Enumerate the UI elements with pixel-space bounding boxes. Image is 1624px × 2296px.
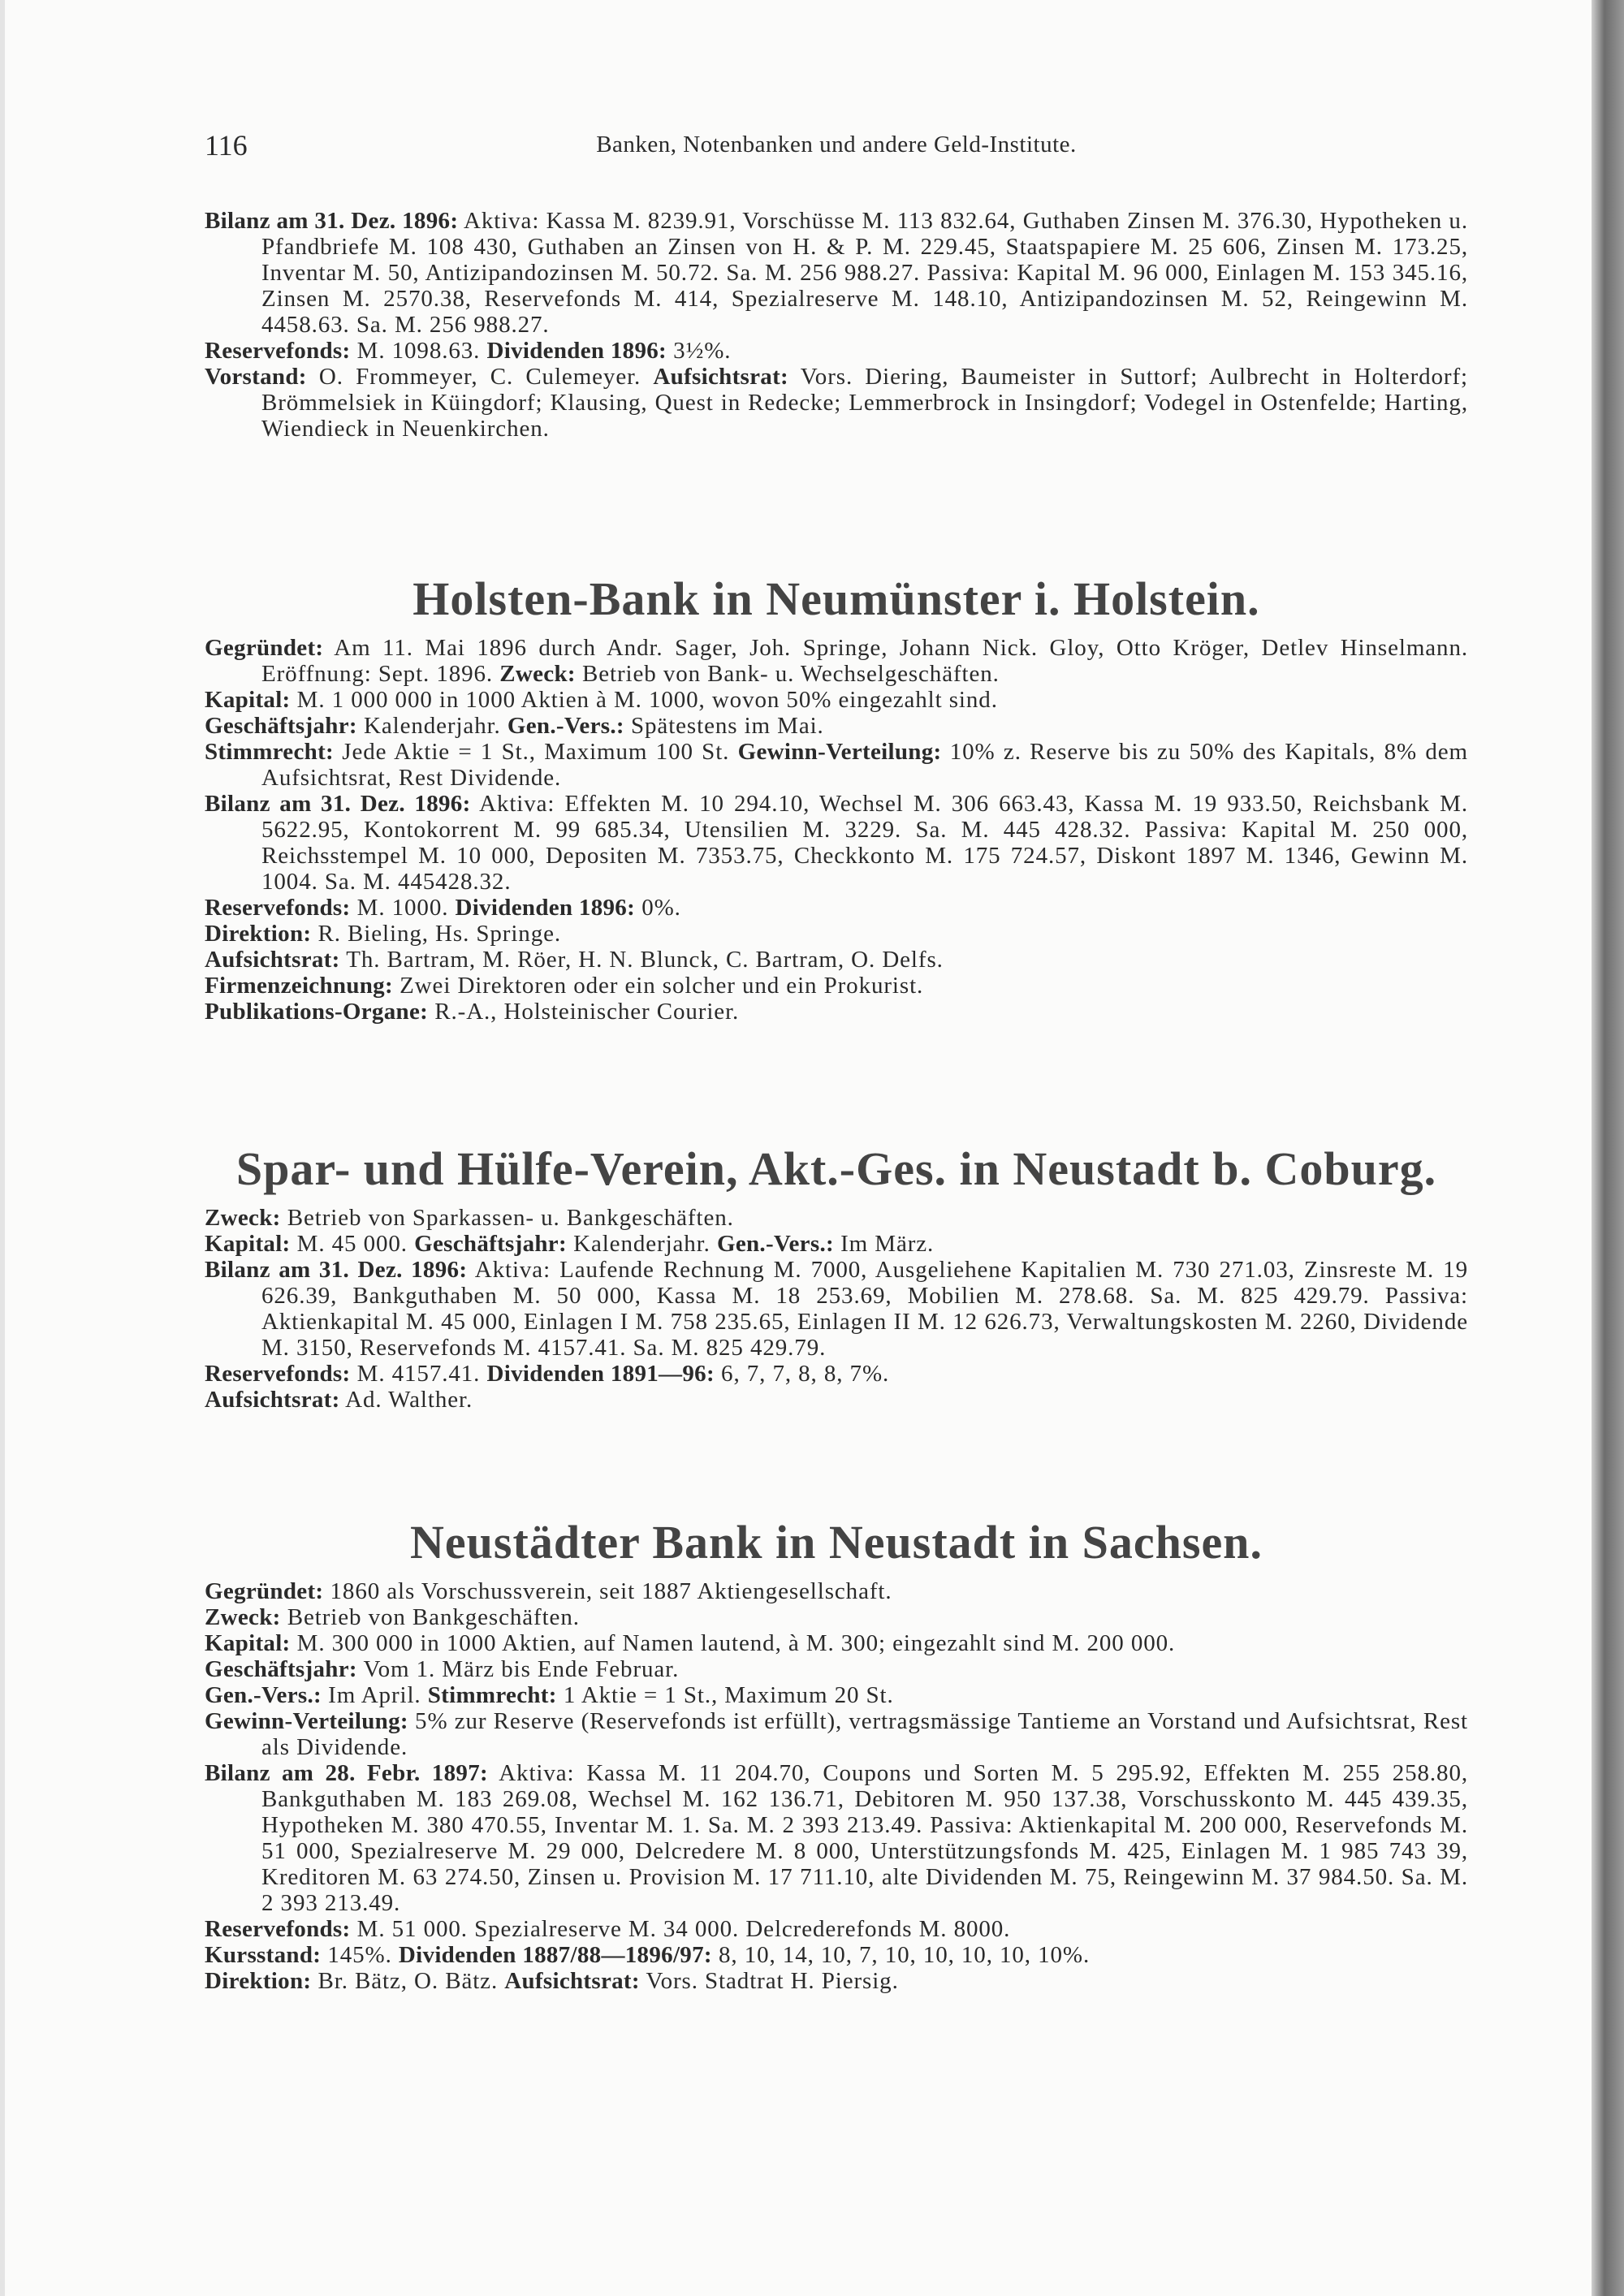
- entry-text: Vom 1. März bis Ende Februar.: [356, 1656, 680, 1682]
- entry-paragraph: [205, 635, 1468, 687]
- entry-text: 10% z. Reserve bis zu 50% des Kapitals, 8% dem Aufsichtsrat, Rest Dividende.: [261, 739, 1468, 791]
- entry-label: Direktion:: [205, 921, 312, 947]
- entry-text: Am 11. Mai 1896 durch Andr. Sager, Joh. Springe, Johann Nick. Gloy, Otto Kröger, Detlev Hinselmann. Eröffnung: Sept. 1896.: [261, 635, 1468, 687]
- entry-text: M. 1098.63.: [350, 338, 487, 364]
- entry-paragraph: [205, 364, 1468, 442]
- entry-label: Zweck:: [205, 1205, 281, 1231]
- entry-label: Dividenden 1891—96:: [486, 1361, 715, 1387]
- entry-text: 6, 7, 7, 8, 8, 7%.: [714, 1361, 890, 1387]
- entry-text: Vors. Stadtrat H. Piersig.: [639, 1968, 899, 1994]
- entry-paragraph: [205, 947, 1468, 973]
- entry-label: Bilanz am 31. Dez. 1896:: [205, 1257, 468, 1283]
- entry-paragraph: [205, 895, 1468, 921]
- entry-label: Reservefonds:: [205, 895, 351, 921]
- entry-text: R. Bieling, Hs. Springe.: [311, 921, 562, 947]
- entry-text: Kalenderjahr.: [356, 713, 508, 739]
- entry-paragraph: [205, 208, 1468, 338]
- entry-label: Stimmrecht:: [205, 739, 334, 765]
- entry-paragraph: [205, 1682, 1468, 1708]
- entry-paragraph: [205, 1578, 1468, 1604]
- entry-text: 5% zur Reserve (Reservefonds ist erfüllt), vertragsmässige Tantieme an Vorstand und Aufsichtsrat, Rest als Dividende.: [261, 1708, 1468, 1760]
- entry-text: 0%.: [635, 895, 681, 921]
- entry-label: Gewinn-Verteilung:: [205, 1708, 408, 1734]
- entry-text: Vors. Diering, Baumeister in Suttorf; Aulbrecht in Holterdorf; Brömmelsiek in Küingdorf; Klausing, Quest in Redecke; Lemmerbrock in Insingdorf; Vodegel in Ostenfelde; Harting, Wiendieck in Neuenkirchen.: [261, 364, 1468, 442]
- entry-label: Gen.-Vers.:: [205, 1682, 322, 1708]
- entry-paragraph: [205, 338, 1468, 364]
- scan-binding-shadow: [1592, 0, 1624, 2296]
- entry-text: Br. Bätz, O. Bätz.: [311, 1968, 505, 1994]
- entry-label: Kapital:: [205, 687, 291, 713]
- entry-label: Stimmrecht:: [427, 1682, 557, 1708]
- entry-text: M. 51 000. Spezialreserve M. 34 000. Delcrederefonds M. 8000.: [350, 1916, 1011, 1942]
- entry-paragraph: [205, 1968, 1468, 1994]
- entry-text: O. Frommeyer, C. Culemeyer.: [306, 364, 654, 390]
- entry-text: Aktiva: Laufende Rechnung M. 7000, Ausgeliehene Kapitalien M. 730 271.03, Zinsreste M. 19 626.39, Bankguthaben M. 50 000, Kassa M. 18 253.69, Mobilien M. 278.68. Sa. M. 825 429.79. Passiva: Aktienkapital M. 45 000, Einlagen I M. 758 235.65, Einlagen II M. 12 626.73, Verwaltungskosten M. 2260, Dividende M. 3150, Reservefonds M. 4157.41. Sa. M. 825 429.79.: [261, 1257, 1468, 1361]
- entry-text: Aktiva: Effekten M. 10 294.10, Wechsel M. 306 663.43, Kassa M. 19 933.50, Reichsbank M. 5622.95, Kontokorrent M. 99 685.34, Utensilien M. 3229. Sa. M. 445 428.32. Passiva: Kapital M. 250 000, Reichsstempel M. 10 000, Depositen M. 7353.75, Checkkonto M. 175 724.57, Diskont 1897 M. 1346, Gewinn M. 1004. Sa. M. 445428.32.: [261, 791, 1468, 895]
- entry-paragraph: [205, 1604, 1468, 1630]
- entry-label: Kursstand:: [205, 1942, 322, 1968]
- entry-label: Direktion:: [205, 1968, 312, 1994]
- entry-text: R.-A., Holsteinischer Courier.: [428, 999, 740, 1025]
- entry-text: Jede Aktie = 1 St., Maximum 100 St.: [334, 739, 738, 765]
- entry-text: Betrieb von Bankgeschäften.: [280, 1604, 580, 1630]
- entry-paragraph: [205, 1656, 1468, 1682]
- entry-text: Aktiva: Kassa M. 8239.91, Vorschüsse M. 113 832.64, Guthaben Zinsen M. 376.30, Hypotheken u. Pfandbriefe M. 108 430, Guthaben an Zinsen von H. & P. M. 229.45, Staatspapiere M. 25 606, Zinsen M. 173.25, Inventar M. 50, Antizipandozinsen M. 50.72. Sa. M. 256 988.27. Passiva: Kapital M. 96 000, Einlagen M. 153 345.16, Zinsen M. 2570.38, Reservefonds M. 414, Spezialreserve M. 148.10, Antizipandozinsen M. 52, Reingewinn M. 4458.63. Sa. M. 256 988.27.: [261, 208, 1468, 338]
- entry-text: Aktiva: Kassa M. 11 204.70, Coupons und Sorten M. 5 295.92, Effekten M. 255 258.80, Bankguthaben M. 183 269.08, Wechsel M. 162 136.71, Debitoren M. 950 137.38, Vorschusskonto M. 445 439.35, Hypotheken M. 380 470.55, Inventar M. 1. Sa. M. 2 393 213.49. Passiva: Aktienkapital M. 200 000, Reservefonds M. 51 000, Spezialreserve M. 29 000, Delcredere M. 8 000, Unterstützungsfonds M. 425, Einlagen M. 1 985 743 39, Kreditoren M. 63 274.50, Zinsen u. Provision M. 17 711.10, alte Dividenden M. 75, Reingewinn M. 37 984.50. Sa. M. 2 393 213.49.: [261, 1760, 1469, 1916]
- entry-label: Bilanz am 28. Febr. 1897:: [205, 1760, 488, 1786]
- entry-label: Dividenden 1887/88—1896/97:: [398, 1942, 712, 1968]
- entry-text: Im März.: [833, 1231, 935, 1257]
- entry-paragraph: [205, 739, 1468, 791]
- entry-paragraph: [205, 1257, 1468, 1361]
- entry-label: Aufsichtsrat:: [504, 1968, 640, 1994]
- entry-text: Betrieb von Bank- u. Wechselgeschäften.: [575, 661, 1000, 687]
- section-holsten-bank: [205, 573, 1468, 1025]
- entry-label: Gen.-Vers.:: [507, 713, 624, 739]
- entry-paragraph: [205, 1916, 1468, 1942]
- entry-text: Betrieb von Sparkassen- u. Bankgeschäften.: [280, 1205, 734, 1231]
- entry-paragraph: [205, 713, 1468, 739]
- entry-text: 1 Aktie = 1 St., Maximum 20 St.: [556, 1682, 894, 1708]
- entry-label: Vorstand:: [205, 364, 307, 390]
- entry-label: Aufsichtsrat:: [205, 947, 340, 973]
- entry-label: Geschäftsjahr:: [205, 1656, 357, 1682]
- entry-label: Publikations-Organe:: [205, 999, 429, 1025]
- entry-label: Firmenzeichnung:: [205, 973, 393, 999]
- scan-left-edge: [0, 0, 5, 2296]
- entry-text: 8, 10, 14, 10, 7, 10, 10, 10, 10, 10%.: [711, 1942, 1091, 1968]
- entry-text: M. 1000.: [350, 895, 456, 921]
- entry-label: Reservefonds:: [205, 1361, 351, 1387]
- entry-text: Spätestens im Mai.: [624, 713, 824, 739]
- entry-label: Gegründet:: [205, 635, 324, 661]
- entry-text: 3½%.: [667, 338, 732, 364]
- entry-label: Kapital:: [205, 1231, 291, 1257]
- entry-label: Dividenden 1896:: [486, 338, 667, 364]
- entry-label: Reservefonds:: [205, 1916, 351, 1942]
- entry-text: 145%.: [321, 1942, 399, 1968]
- entry-label: Geschäftsjahr:: [414, 1231, 567, 1257]
- entry-paragraph: [205, 1205, 1468, 1231]
- entry-text: 1860 als Vorschussverein, seit 1887 Aktiengesellschaft.: [323, 1578, 892, 1604]
- entry-label: Aufsichtsrat:: [653, 364, 789, 390]
- page-number: 116: [205, 129, 248, 162]
- entry-label: Geschäftsjahr:: [205, 713, 357, 739]
- entry-paragraph: [205, 1942, 1468, 1968]
- entry-label: Aufsichtsrat:: [205, 1387, 340, 1413]
- entry-text: Th. Bartram, M. Röer, H. N. Blunck, C. Bartram, O. Delfs.: [339, 947, 944, 973]
- entry-text: Ad. Walther.: [339, 1387, 473, 1413]
- entry-paragraph: [205, 791, 1468, 895]
- entry-label: Zweck:: [205, 1604, 281, 1630]
- entry-label: Reservefonds:: [205, 338, 351, 364]
- entry-paragraph: [205, 921, 1468, 947]
- entry-paragraph: [205, 1760, 1468, 1916]
- section-previous-bank-continued: [205, 208, 1468, 442]
- entry-paragraph: [205, 687, 1468, 713]
- entry-paragraph: [205, 1361, 1468, 1387]
- section-title: Neustädter Bank in Neustadt in Sachsen.: [410, 1516, 1263, 1569]
- entry-paragraph: [205, 999, 1468, 1025]
- entry-paragraph: [205, 1708, 1468, 1760]
- entry-label: Gen.-Vers.:: [716, 1231, 834, 1257]
- section-title: Holsten-Bank in Neumünster i. Holstein.: [412, 572, 1260, 625]
- page-header: [205, 128, 1468, 164]
- entry-text: M. 1 000 000 in 1000 Aktien à M. 1000, wovon 50% eingezahlt sind.: [290, 687, 998, 713]
- entry-text: Zwei Direktoren oder ein solcher und ein Prokurist.: [392, 973, 924, 999]
- entry-text: M. 4157.41.: [350, 1361, 487, 1387]
- entry-label: Bilanz am 31. Dez. 1896:: [205, 791, 471, 817]
- entry-paragraph: [205, 1630, 1468, 1656]
- section-spar-huelfe-verein: [205, 1143, 1468, 1413]
- section-neustaedter-bank: [205, 1517, 1468, 1994]
- entry-label: Gewinn-Verteilung:: [737, 739, 942, 765]
- entry-paragraph: [205, 1387, 1468, 1413]
- entry-label: Zweck:: [499, 661, 576, 687]
- entry-label: Gegründet:: [205, 1578, 324, 1604]
- running-title: Banken, Notenbanken und andere Geld-Institute.: [596, 132, 1077, 158]
- entry-text: M. 45 000.: [290, 1231, 415, 1257]
- entry-paragraph: [205, 973, 1468, 999]
- entry-text: Kalenderjahr.: [566, 1231, 717, 1257]
- entry-text: Im April.: [321, 1682, 428, 1708]
- entry-label: Bilanz am 31. Dez. 1896:: [205, 208, 459, 234]
- entry-paragraph: [205, 1231, 1468, 1257]
- entry-label: Kapital:: [205, 1630, 291, 1656]
- section-title: Spar- und Hülfe-Verein, Akt.-Ges. in Neustadt b. Coburg.: [235, 1142, 1437, 1195]
- entry-text: M. 300 000 in 1000 Aktien, auf Namen lautend, à M. 300; eingezahlt sind M. 200 000.: [290, 1630, 1176, 1656]
- entry-label: Dividenden 1896:: [455, 895, 636, 921]
